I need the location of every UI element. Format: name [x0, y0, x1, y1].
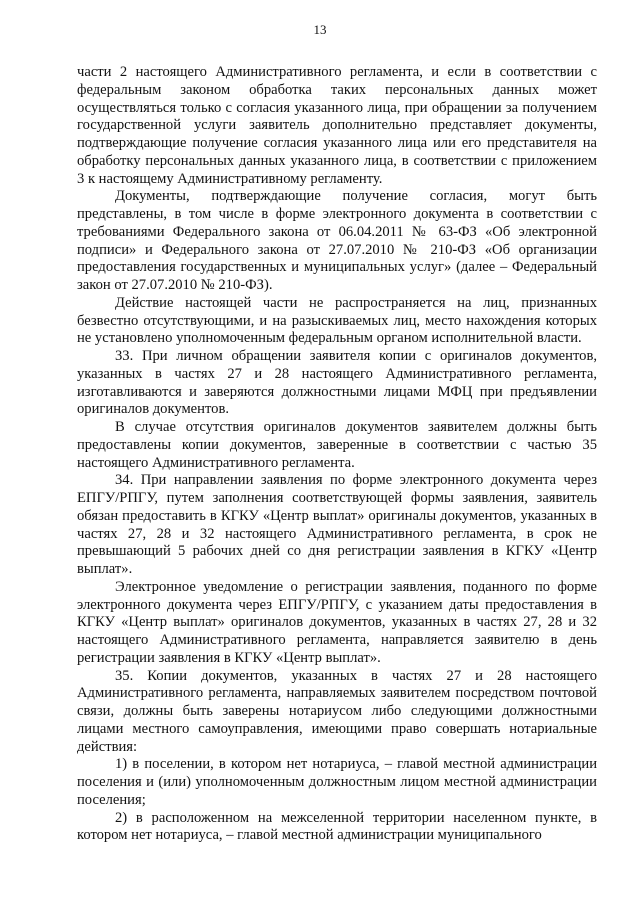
paragraph-electronic-notice: Электронное уведомление о регистрации заявления, поданного по форме электронного документа через ЕПГУ/РПГУ, с указанием даты предоставления в КГКУ «Центр выплат» оригиналов документов, указанных в частях 27, 28 и 32 настоящего Административного регламента, направляется заявителю в день регистрации заявления в КГКУ «Центр выплат». [77, 578, 597, 666]
paragraph-33: 33. При личном обращении заявителя копии с оригиналов документов, указанных в частях 27 и 28 настоящего Административного регламента, изготавливаются и заверяются должностными лицами МФЦ при предъявлении оригиналов документов. [77, 348, 597, 418]
paragraph-continuation: части 2 настоящего Административного регламента, и если в соответствии с федеральным законом обработка таких персональных данных может осуществляться только с согласия указанного лица, при обращении за получением государственной услуги заявитель дополнительно представляет документы, подтверждающие получение согласия указанного лица или его представителя на обработку персональных данных указанного лица, в соответствии с приложением 3 к настоящему Административному регламенту. [77, 64, 597, 187]
paragraph-34: 34. При направлении заявления по форме электронного документа через ЕПГУ/РПГУ, путем заполнения соответствующей формы заявления, заявитель обязан предоставить в КГКУ «Центр выплат» оригиналы документов, указанных в частях 27, 28 и 32 настоящего Административного регламента, в срок не превышающий 5 рабочих дней со дня регистрации заявления в КГКУ «Центр выплат». [77, 472, 597, 577]
document-body [77, 64, 597, 845]
paragraph-missing-originals: В случае отсутствия оригиналов документов заявителем должны быть предоставлены копии документов, заверенные в соответствии с частью 35 настоящего Административного регламента. [77, 419, 597, 471]
paragraph-35: 35. Копии документов, указанных в частях 27 и 28 настоящего Административного регламента, направляемых заявителем посредством почтовой связи, должны быть заверены нотариусом либо следующими должностными лицами местного самоуправления, имеющими право совершать нотариальные действия: [77, 667, 597, 755]
paragraph-consent-documents: Документы, подтверждающие получение согласия, могут быть представлены, в том числе в форме электронного документа в соответствии с требованиями Федерального закона от 06.04.2011 № 63-ФЗ «Об электронной подписи» и Федерального закона от 27.07.2010 № 210-ФЗ «Об организации предоставления государственных и муниципальных услуг» (далее – Федеральный закон от 27.07.2010 № 210-ФЗ). [77, 188, 597, 293]
page-number: 13 [313, 22, 327, 37]
paragraph-exclusion: Действие настоящей части не распространяется на лиц, признанных безвестно отсутствующими, и на разыскиваемых лиц, место нахождения которых не установлено уполномоченным федеральным органом исполнительной власти. [77, 294, 597, 347]
list-item-2: 2) в расположенном на межселенной территории населенном пункте, в котором нет нотариуса, – главой местной администрации муниципального [77, 809, 597, 844]
list-item-1: 1) в поселении, в котором нет нотариуса, – главой местной администрации поселения и (или) уполномоченным должностным лицом местной администрации поселения; [77, 756, 597, 808]
